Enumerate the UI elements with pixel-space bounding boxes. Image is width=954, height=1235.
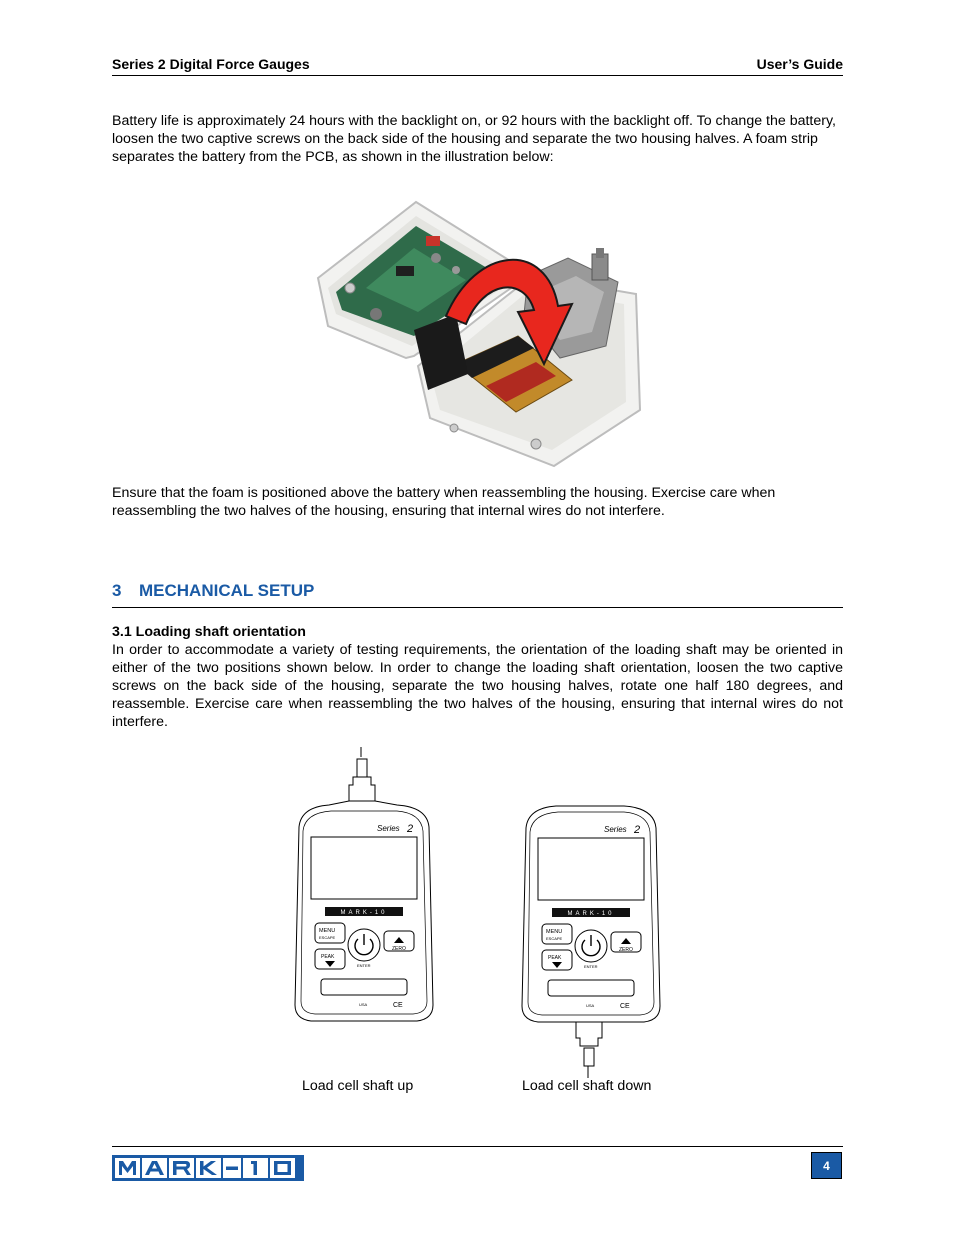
escape-key-label: ESCAPE — [546, 936, 563, 941]
usa-label: USA — [359, 1002, 368, 1007]
menu-key-label: MENU — [546, 929, 563, 935]
caption-shaft-up: Load cell shaft up — [302, 1078, 414, 1094]
menu-key-label: MENU — [319, 928, 336, 934]
page-header — [112, 55, 843, 76]
subsection-title: 3.1 Loading shaft orientation — [112, 624, 306, 640]
header-doc-title: Series 2 Digital Force Gauges — [112, 56, 310, 72]
mark10-logo — [112, 1155, 304, 1181]
ce-mark: CE — [393, 1002, 403, 1009]
series-number: 2 — [634, 824, 641, 836]
footer-rule — [112, 1146, 843, 1147]
subsection-body: In order to accommodate a variety of testing requirements, the orientation of the loading shaft may be oriented in either of the two positions shown below. In order to change the loading shaft orientation, loosen the two captive screws on the back side of the housing, separate the two housing halves, rotate one half 180 degrees, and reassemble. Exercise care when reassembling the two halves of the housing, ensuring that internal wires do not interfere. — [112, 642, 843, 730]
peak-key-label: PEAK — [321, 954, 335, 960]
battery-housing-illustration — [306, 196, 648, 472]
ce-mark: CE — [620, 1003, 630, 1010]
zero-key-label: ZERO — [619, 947, 633, 953]
gauge-shaft-down-illustration — [516, 804, 666, 1079]
enter-key-label: ENTER — [357, 963, 371, 968]
usa-label: USA — [586, 1003, 595, 1008]
series-label: Series — [377, 824, 400, 833]
section-number: 3 — [112, 581, 122, 600]
escape-key-label: ESCAPE — [319, 935, 336, 940]
series-number: 2 — [407, 823, 414, 835]
battery-paragraph: Battery life is approximately 24 hours with the backlight on, or 92 hours with the backlight off. To change the battery, loosen the two captive screws on the back side of the housing and separate the two housing halves. A foam strip separates the battery from the PCB, as shown in the illustration below: — [112, 113, 836, 165]
gauge-shaft-up-illustration — [289, 747, 439, 1037]
page-number: 4 — [811, 1152, 842, 1179]
foam-paragraph: Ensure that the foam is positioned above the battery when reassembling the housing. Exercise care when reassembling the two halves of the housing, ensuring that internal wires do not interfere. — [112, 485, 776, 519]
header-guide-title: User’s Guide — [756, 56, 843, 72]
section-title — [112, 581, 843, 608]
caption-shaft-down: Load cell shaft down — [522, 1078, 652, 1094]
series-label: Series — [604, 825, 627, 834]
section-title-text: MECHANICAL SETUP — [139, 581, 315, 600]
brand-label: MARK-10 — [567, 911, 615, 917]
peak-key-label: PEAK — [548, 955, 562, 961]
enter-key-label: ENTER — [584, 964, 598, 969]
brand-label: MARK-10 — [340, 910, 388, 916]
zero-key-label: ZERO — [392, 946, 406, 952]
